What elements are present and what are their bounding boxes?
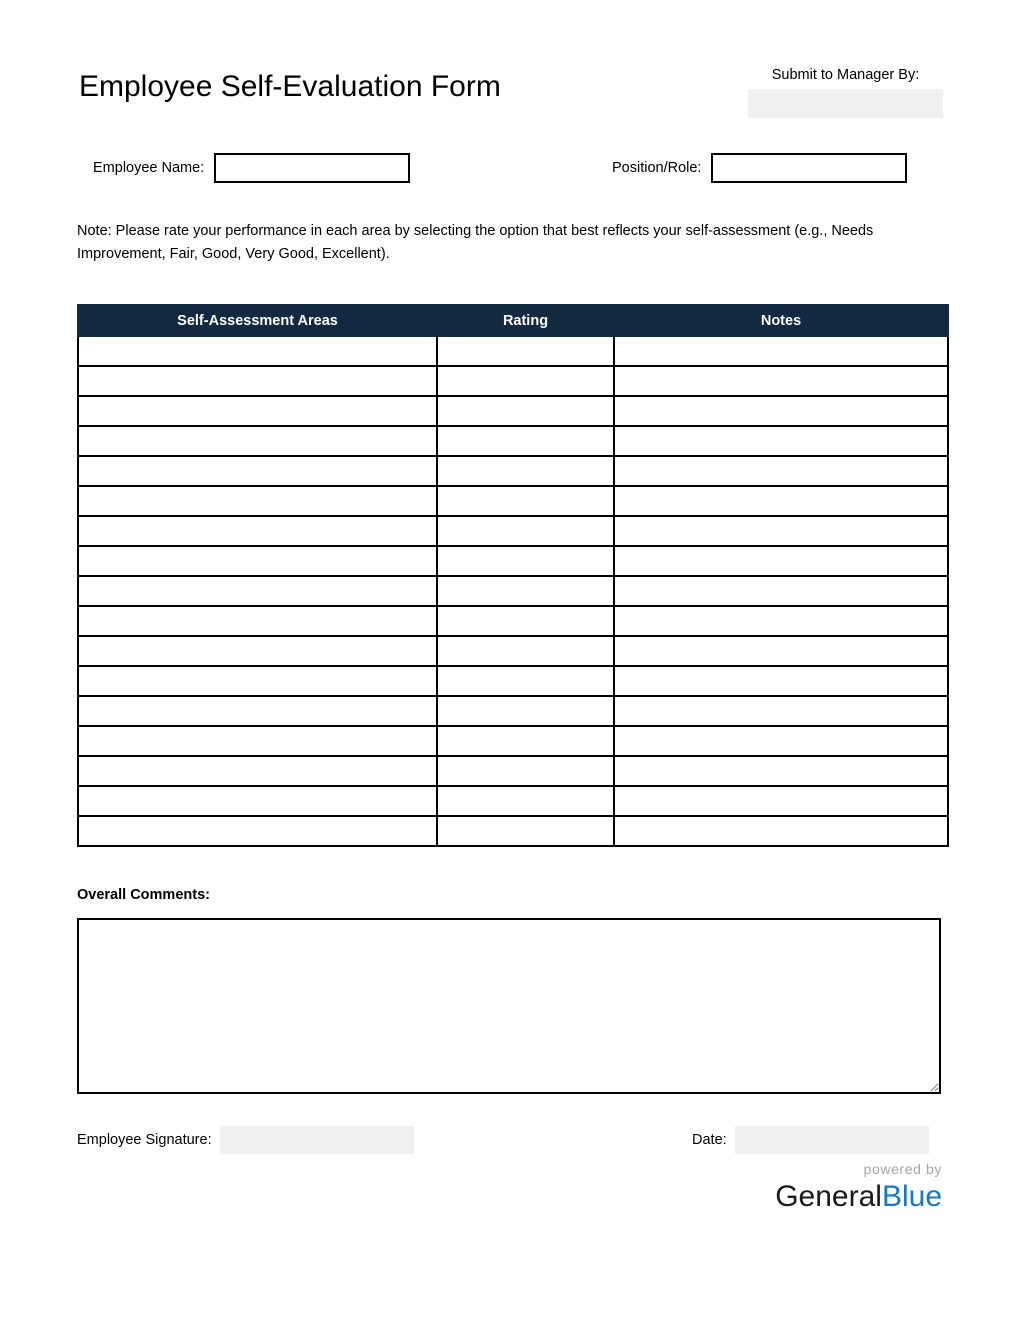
- table-row: [78, 366, 948, 396]
- table-row: [78, 516, 948, 546]
- table-cell[interactable]: [78, 576, 437, 606]
- table-cell[interactable]: [614, 336, 948, 366]
- submit-to-manager-group: [748, 66, 943, 118]
- table-cell[interactable]: [437, 426, 614, 456]
- table-cell[interactable]: [78, 366, 437, 396]
- table-cell[interactable]: [78, 816, 437, 846]
- table-cell[interactable]: [437, 696, 614, 726]
- table-cell[interactable]: [614, 726, 948, 756]
- table-cell[interactable]: [614, 366, 948, 396]
- table-cell[interactable]: [614, 696, 948, 726]
- table-row: [78, 636, 948, 666]
- table-body: [78, 336, 948, 846]
- brand-name-dark: General: [775, 1180, 882, 1213]
- employee-name-input[interactable]: [214, 153, 410, 183]
- form-header: [77, 58, 943, 128]
- powered-by-label: powered by: [863, 1161, 942, 1177]
- employee-signature-input[interactable]: [220, 1126, 414, 1154]
- table-cell[interactable]: [437, 816, 614, 846]
- employee-name-group: [93, 152, 410, 184]
- table-cell[interactable]: [614, 456, 948, 486]
- table-row: [78, 456, 948, 486]
- table-row: [78, 726, 948, 756]
- signature-row: [77, 1125, 941, 1155]
- table-cell[interactable]: [78, 696, 437, 726]
- date-input[interactable]: [735, 1126, 929, 1154]
- column-header-rating: Rating: [437, 305, 614, 336]
- table-cell[interactable]: [78, 516, 437, 546]
- table-cell[interactable]: [614, 816, 948, 846]
- table-cell[interactable]: [78, 666, 437, 696]
- table-cell[interactable]: [437, 576, 614, 606]
- table-row: [78, 606, 948, 636]
- brand-name-accent: Blue: [881, 1180, 942, 1213]
- table-row: [78, 816, 948, 846]
- table-cell[interactable]: [78, 636, 437, 666]
- table-cell[interactable]: [78, 756, 437, 786]
- table-cell[interactable]: [614, 486, 948, 516]
- table-row: [78, 756, 948, 786]
- employee-signature-group: [77, 1125, 414, 1155]
- table-cell[interactable]: [437, 606, 614, 636]
- table-cell[interactable]: [437, 546, 614, 576]
- position-role-group: [612, 152, 907, 184]
- overall-comments-input[interactable]: [77, 918, 941, 1094]
- table-cell[interactable]: [614, 786, 948, 816]
- table-cell[interactable]: [614, 546, 948, 576]
- table-row: [78, 396, 948, 426]
- submit-to-manager-input[interactable]: [748, 89, 943, 118]
- table-cell[interactable]: [78, 606, 437, 636]
- table-header: [78, 305, 948, 336]
- table-cell[interactable]: [614, 606, 948, 636]
- identity-row: [77, 152, 943, 184]
- table-cell[interactable]: [614, 636, 948, 666]
- table-cell[interactable]: [437, 486, 614, 516]
- brand-footer: [742, 1160, 942, 1215]
- submit-to-manager-label: Submit to Manager By:: [771, 67, 920, 83]
- self-assessment-table: [77, 304, 949, 847]
- date-group: [692, 1125, 929, 1155]
- column-header-self-assessment-areas: Self-Assessment Areas: [78, 305, 437, 336]
- table-row: [78, 426, 948, 456]
- table-cell[interactable]: [78, 486, 437, 516]
- overall-comments-label: Overall Comments:: [77, 887, 210, 903]
- table-row: [78, 666, 948, 696]
- table-cell[interactable]: [614, 396, 948, 426]
- table-row: [78, 576, 948, 606]
- table-cell[interactable]: [78, 726, 437, 756]
- table-cell[interactable]: [614, 576, 948, 606]
- generalblue-logo: [742, 1179, 942, 1215]
- column-header-notes: Notes: [614, 305, 948, 336]
- position-role-input[interactable]: [711, 153, 907, 183]
- table-cell[interactable]: [78, 396, 437, 426]
- table-row: [78, 786, 948, 816]
- table-cell[interactable]: [437, 336, 614, 366]
- table-cell[interactable]: [78, 426, 437, 456]
- table-cell[interactable]: [437, 456, 614, 486]
- table-row: [78, 486, 948, 516]
- employee-signature-label: Employee Signature:: [77, 1132, 212, 1148]
- table-row: [78, 696, 948, 726]
- table-cell[interactable]: [437, 636, 614, 666]
- table-cell[interactable]: [614, 426, 948, 456]
- table-cell[interactable]: [614, 666, 948, 696]
- table-cell[interactable]: [78, 786, 437, 816]
- table-cell[interactable]: [78, 546, 437, 576]
- page-title: Employee Self-Evaluation Form: [79, 70, 501, 103]
- position-role-label: Position/Role:: [612, 160, 702, 176]
- table-cell[interactable]: [437, 786, 614, 816]
- table-cell[interactable]: [437, 756, 614, 786]
- table-row: [78, 336, 948, 366]
- table-row: [78, 546, 948, 576]
- table-cell[interactable]: [437, 396, 614, 426]
- table-cell[interactable]: [437, 666, 614, 696]
- table-cell[interactable]: [437, 516, 614, 546]
- table-header-row: [78, 305, 948, 336]
- table-cell[interactable]: [78, 456, 437, 486]
- employee-name-label: Employee Name:: [93, 160, 205, 176]
- table-cell[interactable]: [437, 366, 614, 396]
- instruction-note: Note: Please rate your performance in each area by selecting the option that best reflects your self-assessment (e.g., Needs Improvement, Fair, Good, Very Good, Excellent).: [77, 223, 874, 262]
- table-cell[interactable]: [78, 336, 437, 366]
- table-cell[interactable]: [614, 516, 948, 546]
- table-cell[interactable]: [437, 726, 614, 756]
- date-label: Date:: [692, 1132, 727, 1148]
- table-cell[interactable]: [614, 756, 948, 786]
